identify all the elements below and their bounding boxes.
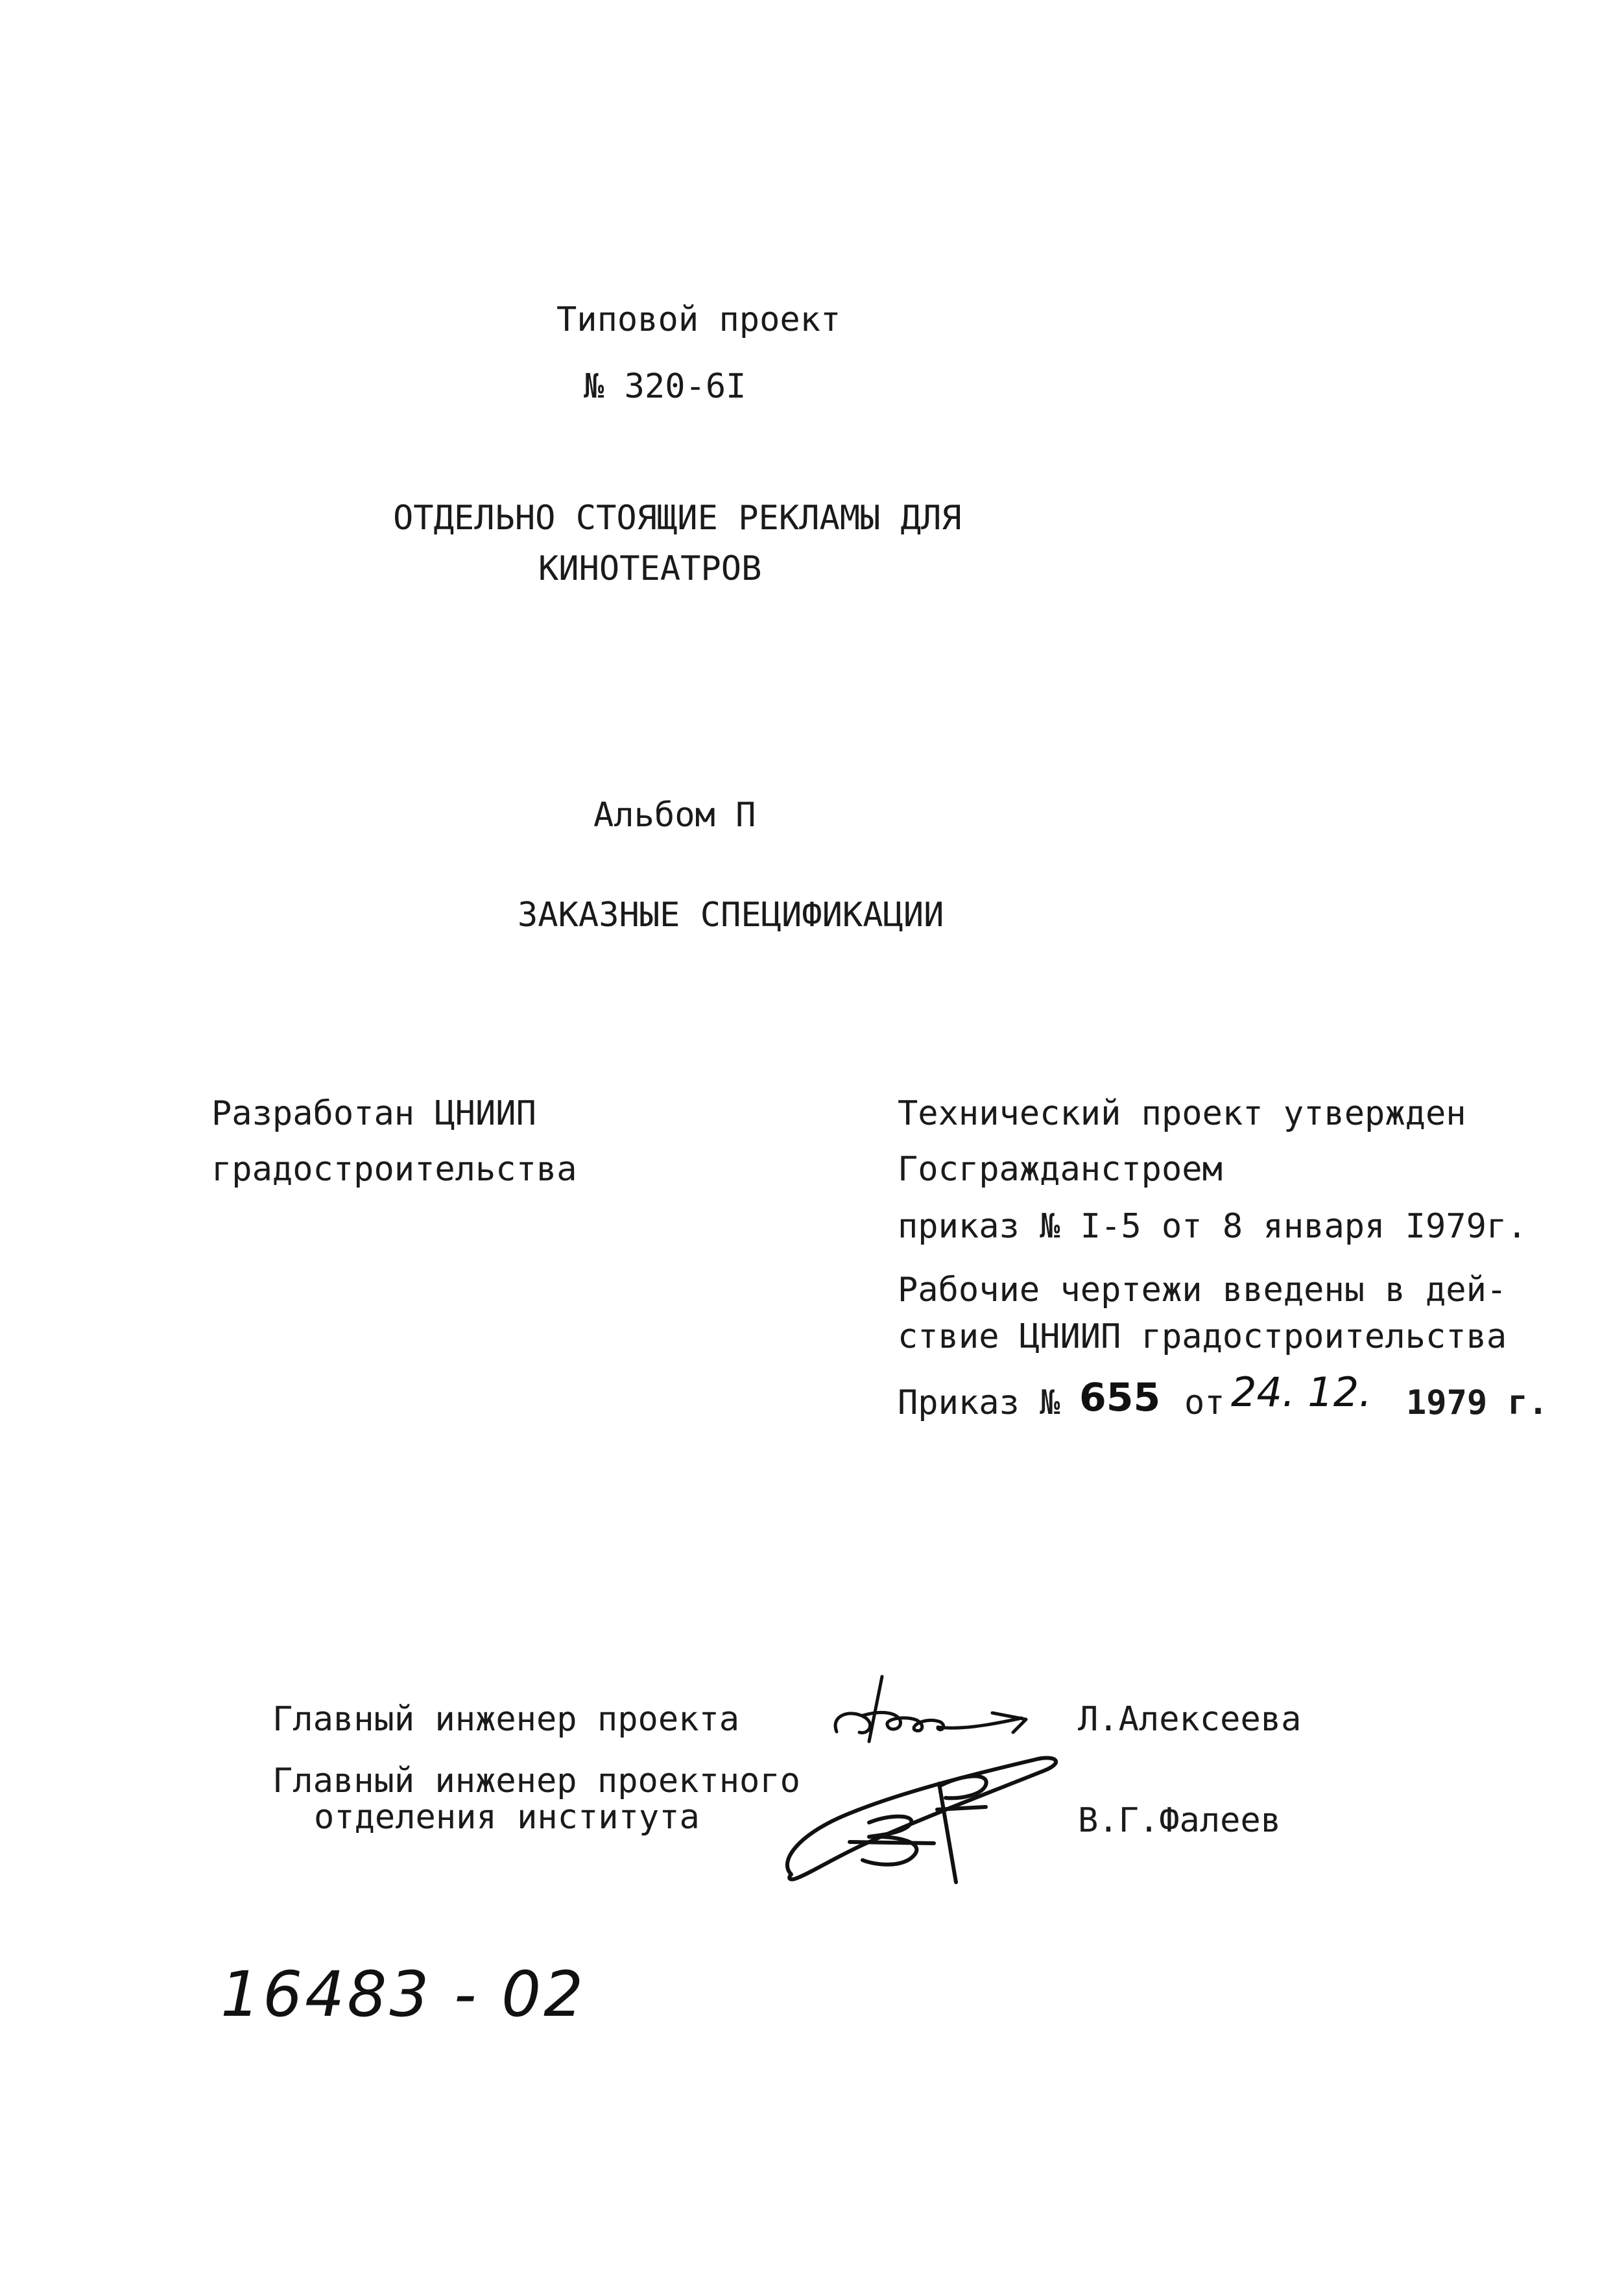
album-content: ЗАКАЗНЫЕ СПЕЦИФИКАЦИИ (518, 896, 944, 935)
order-prefix: Приказ № (898, 1383, 1060, 1422)
order-from: от (1184, 1383, 1225, 1422)
archive-number: 16483 - 02 (221, 1958, 586, 2031)
signature-alekseeva (824, 1670, 1038, 1754)
developer-line-2: градостроительства (211, 1150, 577, 1189)
order-date: 24. 12. (1231, 1369, 1372, 1416)
chief-project-engineer-name: Л.Алексеева (1078, 1700, 1302, 1739)
subject-line-1: ОТДЕЛЬНО СТОЯЩИЕ РЕКЛАМЫ ДЛЯ (393, 499, 962, 538)
order-year: 1979 г. (1406, 1383, 1549, 1422)
approval-line-4: Рабочие чертежи введены в дей- (898, 1271, 1507, 1309)
document-title: Типовой проект (556, 300, 841, 339)
subject-line-2: КИНОТЕАТРОВ (538, 549, 762, 588)
chief-dept-engineer-name: В.Г.Фалеев (1078, 1801, 1282, 1840)
project-number: № 320-6I (584, 367, 746, 406)
approval-line-5: ствие ЦНИИП градостроительства (898, 1317, 1507, 1356)
developer-line-1: Разработан ЦНИИП (211, 1094, 536, 1133)
order-number: 655 (1079, 1375, 1161, 1420)
chief-dept-engineer-role-line-1: Главный инженер проектного (272, 1762, 800, 1800)
approval-line-1: Технический проект утвержден (898, 1094, 1466, 1133)
chief-dept-engineer-role-line-2: отделения института (314, 1798, 700, 1837)
signature-faleev (772, 1745, 1077, 1900)
chief-project-engineer-role: Главный инженер проекта (272, 1700, 740, 1739)
approval-line-2: Госгражданстроем (898, 1150, 1223, 1189)
approval-line-3: приказ № I-5 от 8 января I979г. (898, 1207, 1527, 1246)
album-label: Альбом П (593, 796, 756, 835)
